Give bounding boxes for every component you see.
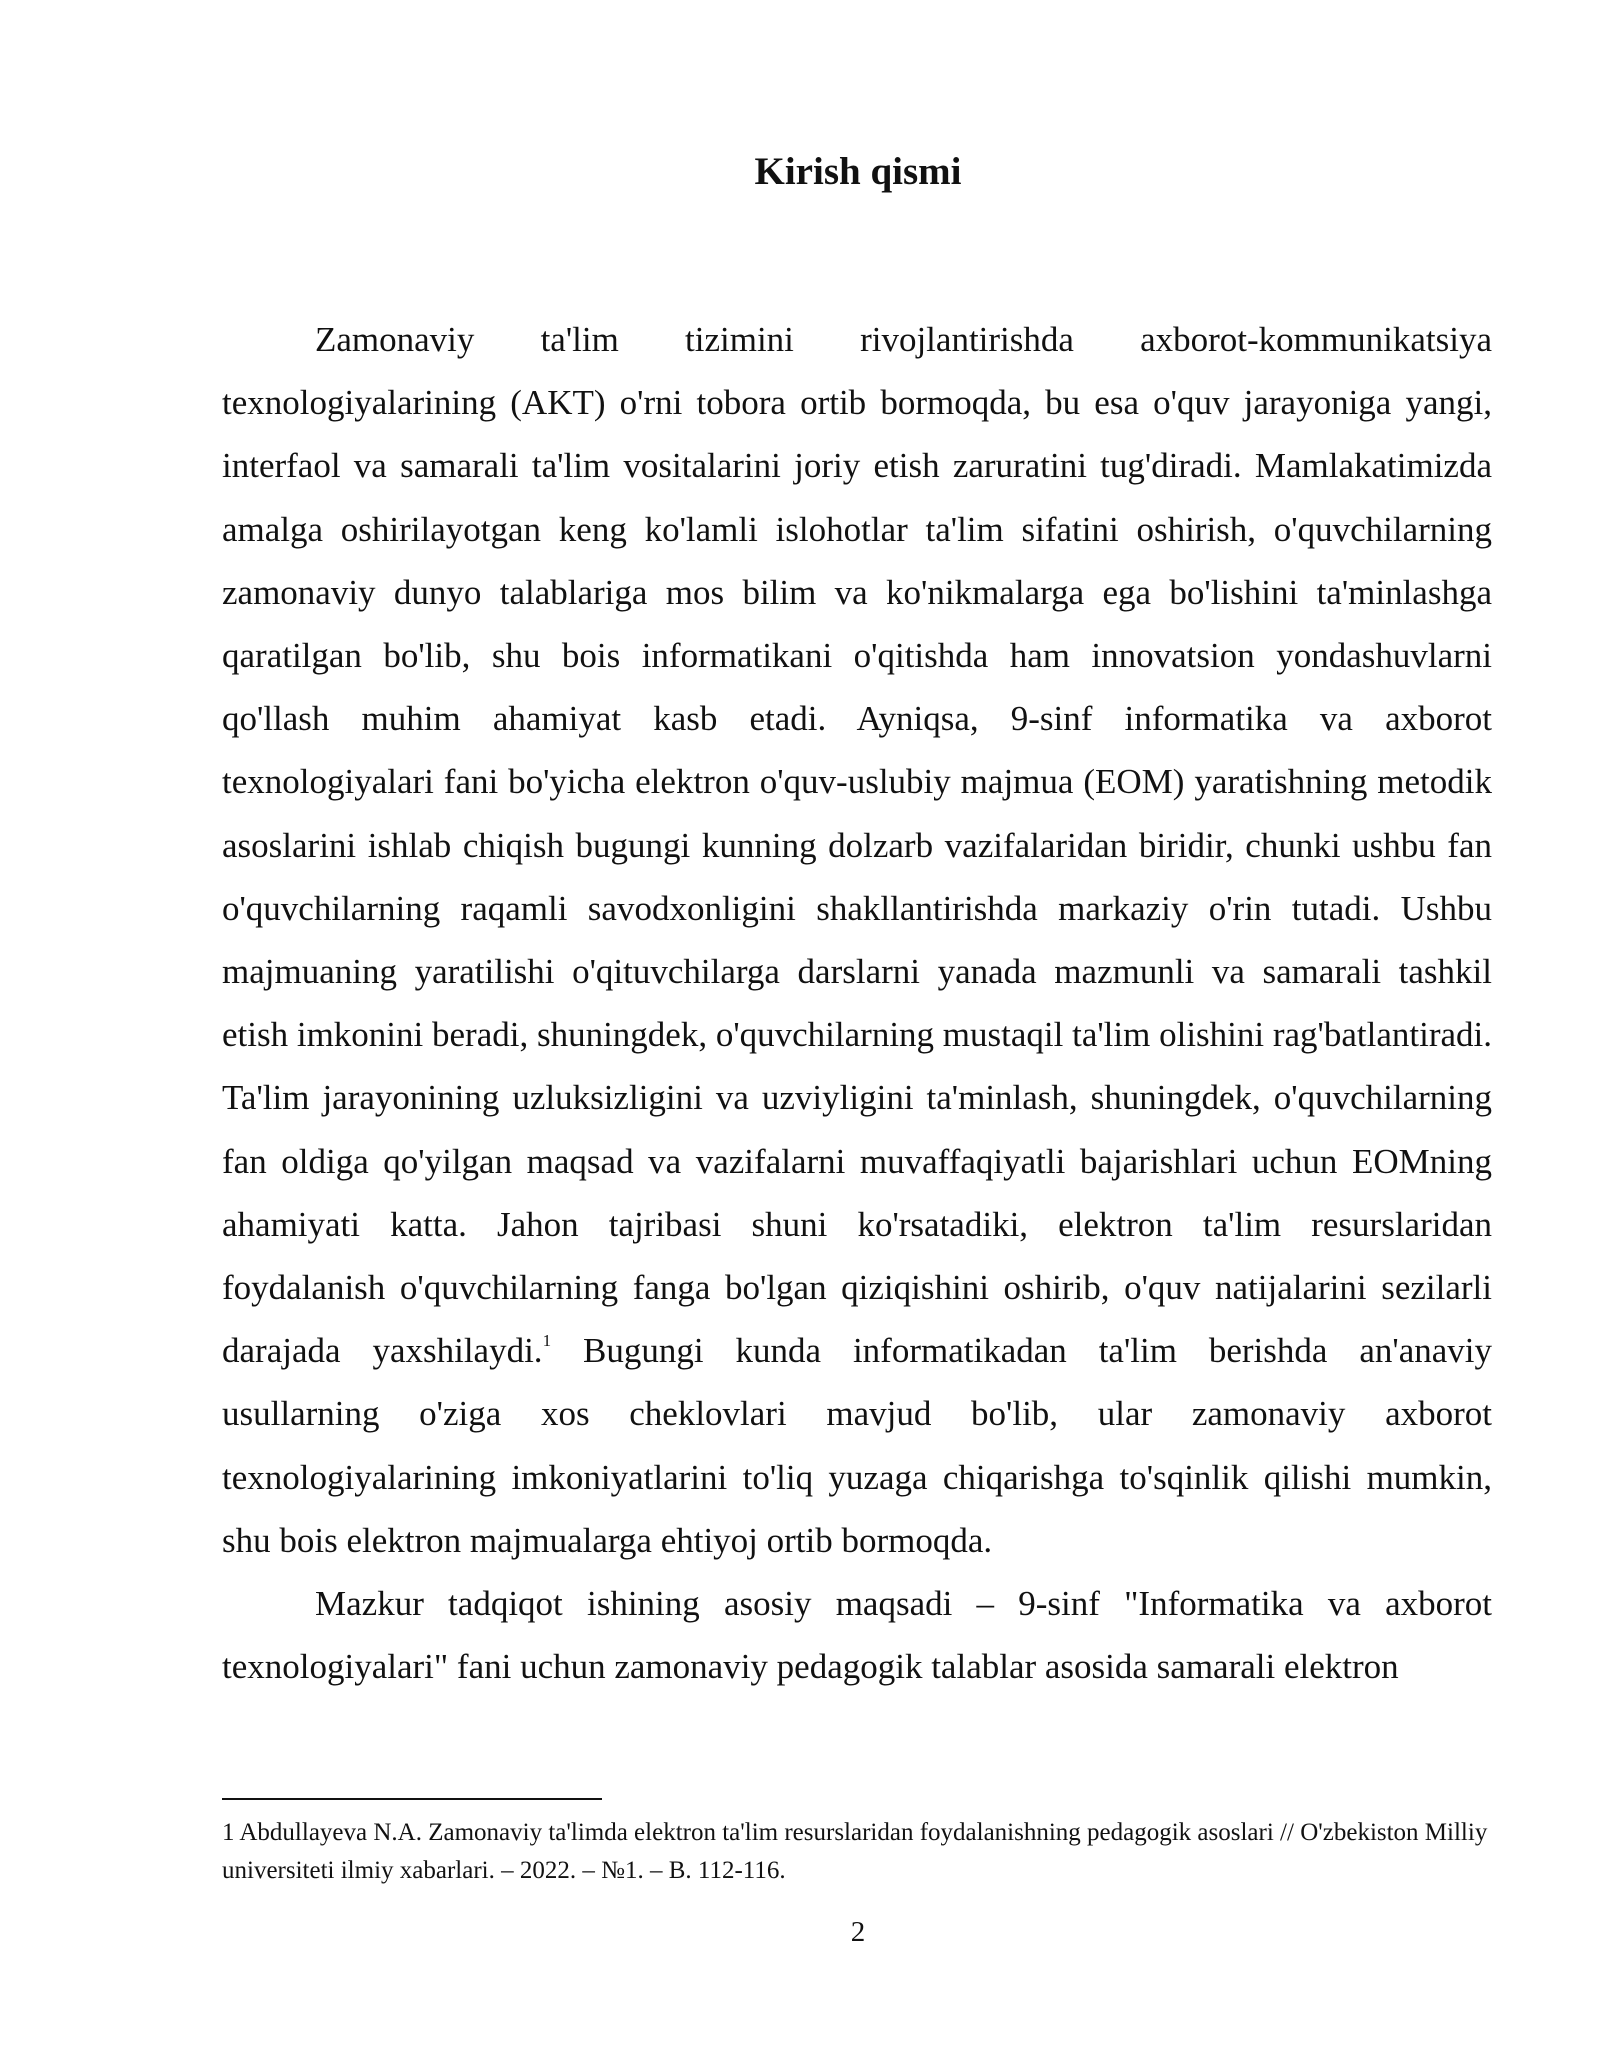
footnote-text: Abdullayeva N.A. Zamonaviy ta'limda elektron ta'lim resurslaridan foydalanishning pedagogik asoslari // O'zbekiston Milliy universiteti ilmiy xabarlari. – 2022. – №1. – B. 112-116.: [222, 1819, 1488, 1884]
paragraph-aim: Mazkur tadqiqot ishining asosiy maqsadi – 9-sinf "Informatika va axborot texnologiyalari" fani uchun zamonaviy pedagogik talablar asosida samarali elektron: [222, 1584, 1492, 1687]
body-text: [222, 308, 1492, 1698]
paragraph-intro-text: Zamonaviy ta'lim tizimini rivojlantirishda axborot-kommunikatsiya texnologiyalarining (AKT) o'rni tobora ortib bormoqda, bu esa o'quv jarayoniga yangi, interfaol va samarali ta'lim vositalarini joriy etish zaruratini tug'diradi. Mamlakatimizda amalga oshirilayotgan keng ko'lamli islohotlar ta'lim sifatini oshirish, o'quvchilarning zamonaviy dunyo talablariga mos bilim va ko'nikmalarga ega bo'lishini ta'minlashga qaratilgan bo'lib, shu bois informatikani o'qitishda ham innovatsion yondashuvlarni qo'llash muhim ahamiyat kasb etadi. Ayniqsa, 9-sinf informatika va axborot texnologiyalari fani bo'yicha elektron o'quv-uslubiy majmua (EOM) yaratishning metodik asoslarini ishlab chiqish bugungi kunning dolzarb vazifalaridan biridir, chunki ushbu fan o'quvchilarning raqamli savodxonligini shakllantirishda markaziy o'rin tutadi. Ushbu majmuaning yaratilishi o'qituvchilarga darslarni yanada mazmunli va samarali tashkil etish imkonini beradi, shuningdek, o'quvchilarning mustaqil ta'lim olishini rag'batlantiradi. Ta'lim jarayonining uzluksizligini va uzviyligini ta'minlash, shuningdek, o'quvchilarning fan oldiga qo'yilgan maqsad va vazifalarni muvaffaqiyatli bajarishlari uchun EOMning ahamiyati katta. Jahon tajribasi shuni ko'rsatadiki, elektron ta'lim resurslaridan foydalanish o'quvchilarning fanga bo'lgan qiziqishini oshirib, o'quv natijalarini sezilarli darajada yaxshilaydi.: [222, 320, 1492, 1371]
footnote-separator: [222, 1798, 602, 1800]
footnote: [222, 1814, 1497, 1890]
page-number: 2: [850, 1916, 866, 1948]
footnote-reference: 1: [542, 1331, 552, 1351]
page-title: Kirish qismi: [754, 150, 962, 193]
paragraph-intro-continuation: Bugungi kunda informatikadan ta'lim berishda an'anaviy usullarning o'ziga xos cheklovlari mavjud bo'lib, ular zamonaviy axborot texnologiyalarining imkoniyatlarini to'liq yuzaga chiqarishga to'sqinlik qilishi mumkin, shu bois elektron majmualarga ehtiyoj ortib bormoqda.: [222, 1331, 1492, 1560]
paragraph-intro: [222, 308, 1492, 1572]
footnote-number: 1: [222, 1819, 235, 1846]
